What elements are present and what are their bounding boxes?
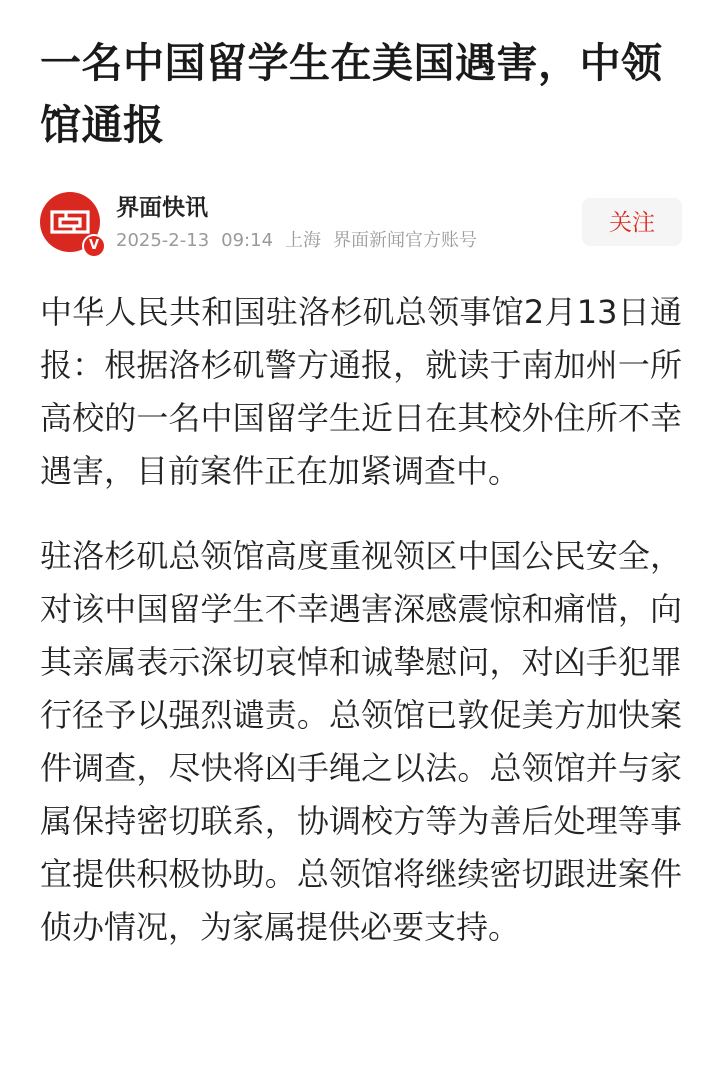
article-paragraph: 驻洛杉矶总领馆高度重视领区中国公民安全，对该中国留学生不幸遇害深感震惊和痛惜，向其亲属表示深切哀悼和诚挚慰问，对凶手犯罪行径予以强烈谴责。总领馆已敦促美方加快案件调查，尽快将凶手绳之以法。总领馆并与家属保持密切联系，协调校方等为善后处理等事宜提供积极协助。总领馆将继续密切跟进案件侦办情况，为家属提供必要支持。 (40, 537, 682, 946)
author-bar (40, 192, 682, 256)
verified-v-icon: V (82, 234, 106, 258)
publish-time: 09:14 (221, 230, 274, 251)
publish-date: 2025-2-13 (116, 230, 210, 251)
article-meta (116, 230, 489, 252)
article-body (40, 286, 682, 954)
article-paragraph: 中华人民共和国驻洛杉矶总领事馆2月13日通报：根据洛杉矶警方通报，就读于南加州一所高校的一名中国留学生近日在其校外住所不幸遇害，目前案件正在加紧调查中。 (40, 293, 682, 490)
follow-button[interactable]: 关注 (582, 198, 682, 246)
author-name[interactable]: 界面快讯 (116, 195, 208, 221)
article-title: 一名中国留学生在美国遇害，中领馆通报 (40, 39, 663, 149)
publish-location: 上海 (285, 230, 322, 251)
avatar[interactable] (40, 192, 100, 252)
account-type: 界面新闻官方账号 (333, 230, 478, 251)
